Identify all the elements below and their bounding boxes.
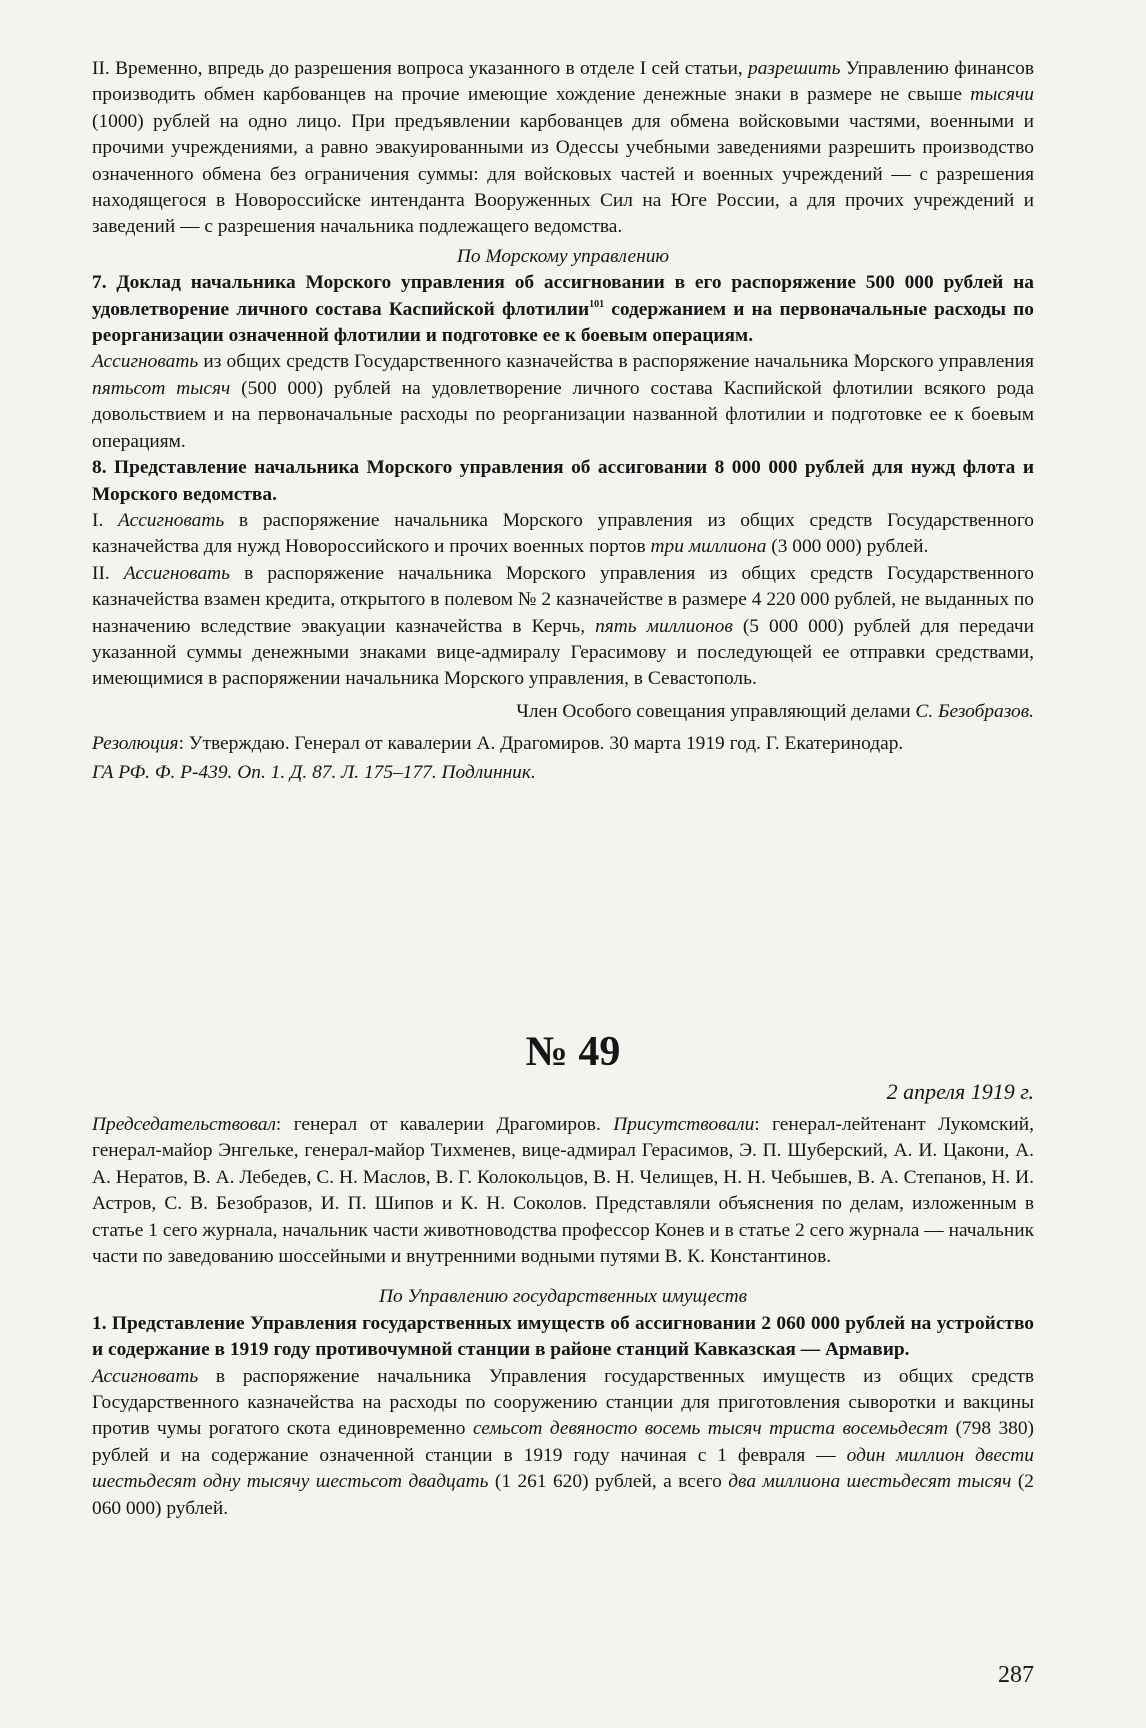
top-block bbox=[92, 56, 1034, 786]
text-run-italic: Ассигновать bbox=[92, 1365, 199, 1387]
text-run: : генерал-лейтенант Лукомский, генерал-майор Энгельке, генерал-майор Тихменев, вице-адмирал Герасимов, Э. П. Шуберский, А. И. Цакони, А. А. Нератов, В. А. Лебедев, С. Н. Маслов, В. Г. Колокольцов, В. Н. Челищев, Н. Н. Чебышев, В. А. Степанов, Н. И. Астров, С. В. Безобразов, И. П. Шипов и К. Н. Соколов. Представляли объяснения по делам, изложенным в статье 1 сего журнала, начальник части животноводства профессор Конев и в статье 2 сего журнала — начальник части по заведованию шоссейными и внутренними водными путями В. К. Константинов. bbox=[92, 1114, 1034, 1268]
text-run-italic: Ассигновать bbox=[123, 562, 230, 584]
item-8-i bbox=[92, 508, 1034, 561]
item-7-title bbox=[92, 270, 1034, 349]
doc49-block bbox=[92, 1112, 1034, 1522]
item-1-body bbox=[92, 1364, 1034, 1522]
text-run-italic: один миллион двести шестьдесят одну тысячу шестьсот двадцать bbox=[92, 1444, 1034, 1493]
item-8-ii bbox=[92, 561, 1034, 693]
present-label: Присутствовали bbox=[613, 1114, 755, 1135]
section-heading-state-property: По Управлению государственных имуществ bbox=[378, 1286, 748, 1308]
resolution-label: Резолюция bbox=[92, 733, 179, 755]
text-run-italic: пятьсот тысяч bbox=[92, 377, 231, 399]
text-run: (1000) рублей на одно лицо. При предъявлении карбованцев для обмена войсковыми частями, военными и прочими учреждениями, а равно эвакуированными из Одессы учебными заведениями разрешить производство означенного обмена без ограничения суммы: для войсковых частей и военных учреждений — с разрешения находящегося в Новороссийске интенданта Вооруженных Сил на Юге России, а для прочих учреждений и заведений — с разрешения начальника подлежащего ведомства. bbox=[92, 110, 1034, 238]
text-run-italic: два миллиона шестьдесят тысяч bbox=[728, 1471, 1012, 1493]
text-run: содержанием и на первоначальные расходы по реорганизации означенной флотилии и подготовке ее к боевым операциям. bbox=[92, 298, 1034, 347]
document-number: № 49 bbox=[525, 1029, 621, 1075]
signature-name: С. Безобразов. bbox=[915, 700, 1034, 722]
text-run: в распоряжение начальника Морского управления из общих средств Государственного казначейства для нужд Новороссийского и прочих военных портов bbox=[92, 509, 1035, 558]
text-run: в распоряжение начальника Управления государственных имуществ из общих средств Государственного казначейства на расходы по сооружению станции для приготовления сыворотки и вакцины против чумы рогатого скота единовременно bbox=[92, 1365, 1034, 1440]
text-run: : Утверждаю. Генерал от кавалерии А. Драгомиров. 30 марта 1919 год. Г. Екатеринодар. bbox=[178, 733, 904, 755]
text-run: : генерал от кавалерии Драгомиров. bbox=[275, 1114, 614, 1135]
text-run-italic: тысячи bbox=[970, 84, 1034, 106]
text-run-italic: семьсот девяносто восемь тысяч триста восемьдесят bbox=[472, 1418, 949, 1440]
item-7-body bbox=[92, 349, 1034, 455]
text-run: 7. Доклад начальника Морского управления об ассигновании в его распоряжение 500 000 рублей на удовлетворение личного состава Каспийской флотилии bbox=[92, 272, 1034, 320]
item-1-title: 1. Представление Управления государственных имуществ об ассигновании 2 060 000 рублей на устройство и содержание в 1919 году противочумной станции в районе станций Кавказская — Армавир. bbox=[92, 1312, 1034, 1361]
paragraph-ii bbox=[92, 56, 1034, 241]
text-run: в распоряжение начальника Морского управления из общих средств Государственного казначейства взамен кредита, открытого в полевом № 2 казначействе в размере 4 220 000 рублей, не выданных по назначению вследствие эвакуации казначейства в Керчь, bbox=[92, 562, 1034, 637]
text-run: (5 000 000) рублей для передачи указанной суммы денежными знаками вице-адмиралу Герасимову и последующей ее отправки средствами, имеющимися в распоряжении начальника Морского управления, в Севастополь. bbox=[92, 615, 1034, 690]
footnote-ref: 101 bbox=[589, 298, 605, 310]
section-heading-naval: По Морскому управлению bbox=[456, 245, 670, 267]
text-run-italic: три миллиона bbox=[650, 536, 767, 558]
text-run: Управлению финансов производить обмен карбованцев на прочие имеющие хождение денежные знаки в размере не свыше bbox=[92, 58, 1034, 106]
text-run: (1 261 620) рублей, а всего bbox=[488, 1471, 729, 1493]
text-run-italic: разрешить bbox=[748, 58, 841, 79]
text-run: (2 060 000) рублей. bbox=[92, 1471, 1035, 1519]
attendance bbox=[92, 1112, 1034, 1270]
resolution bbox=[92, 731, 1034, 757]
chair-label: Председательствовал bbox=[92, 1114, 276, 1135]
item-8-title: 8. Представление начальника Морского управления об ассиговании 8 000 000 рублей для нужд флота и Морского ведомства. bbox=[92, 457, 1034, 505]
text-run: (500 000) рублей на удовлетворение личного состава Каспийской флотилии всякого рода довольствием и на первоначальные расходы по реорганизации названной флотилии и подготовке ее к боевым операциям. bbox=[92, 377, 1034, 452]
page-number: 287 bbox=[998, 1662, 1034, 1688]
text-run: Член Особого совещания управляющий делами bbox=[516, 700, 916, 722]
signature bbox=[92, 699, 1034, 725]
archive-reference: ГА РФ. Ф. Р-439. Оп. 1. Д. 87. Л. 175–177. Подлинник. bbox=[92, 761, 536, 783]
text-run: II. bbox=[92, 562, 124, 584]
text-run-italic: Ассигновать bbox=[118, 509, 225, 531]
text-run: из общих средств Государственного казначейства в распоряжение начальника Морского управления bbox=[198, 351, 1034, 373]
document-date: 2 апреля 1919 г. bbox=[886, 1079, 1034, 1104]
text-run: (3 000 000) рублей. bbox=[766, 536, 929, 558]
text-run: II. Временно, впредь до разрешения вопроса указанного в отделе I сей статьи, bbox=[92, 58, 749, 79]
text-run: I. bbox=[92, 509, 119, 531]
text-run-italic: Ассигновать bbox=[92, 351, 199, 373]
text-run-italic: пять миллионов bbox=[595, 615, 733, 637]
text-run: (798 380) рублей и на содержание означенной станции в 1919 году начиная с 1 февраля — bbox=[92, 1418, 1034, 1466]
